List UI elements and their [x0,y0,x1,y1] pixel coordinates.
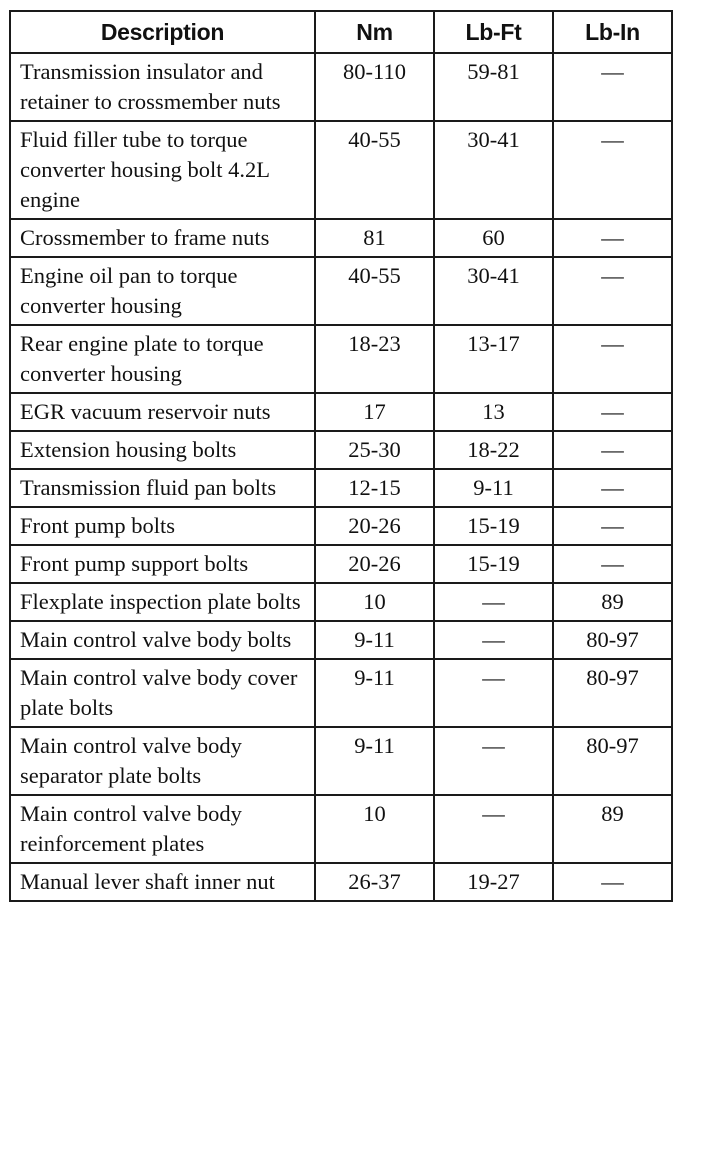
nm-cell: 17 [315,393,434,431]
table-row [10,545,672,583]
nm-cell: 10 [315,583,434,621]
nm-cell: 9-11 [315,621,434,659]
nm-cell: 20-26 [315,545,434,583]
lbin-cell: — [553,219,672,257]
nm-cell: 26-37 [315,863,434,901]
lbft-cell: — [434,659,553,727]
nm-cell: 10 [315,795,434,863]
description-cell: Front pump bolts [10,507,315,545]
lbft-cell: 30-41 [434,121,553,219]
nm-cell: 80-110 [315,53,434,121]
description-cell: Main control valve body cover plate bolts [10,659,315,727]
lbft-cell: 13-17 [434,325,553,393]
table-row [10,121,672,219]
lbft-cell: — [434,621,553,659]
description-cell: Front pump support bolts [10,545,315,583]
lbin-cell: — [553,431,672,469]
table-row [10,469,672,507]
lbin-cell: — [553,507,672,545]
table-row [10,219,672,257]
description-cell: Main control valve body bolts [10,621,315,659]
nm-cell: 9-11 [315,727,434,795]
lbft-cell: — [434,727,553,795]
lbin-cell: 80-97 [553,621,672,659]
lbin-cell: — [553,545,672,583]
header-lbin: Lb-In [553,11,672,53]
table-row [10,583,672,621]
description-cell: Flexplate inspection plate bolts [10,583,315,621]
table-row [10,431,672,469]
nm-cell: 18-23 [315,325,434,393]
lbft-cell: 19-27 [434,863,553,901]
nm-cell: 81 [315,219,434,257]
table-row [10,727,672,795]
header-nm: Nm [315,11,434,53]
description-cell: Extension housing bolts [10,431,315,469]
lbin-cell: — [553,469,672,507]
description-cell: Manual lever shaft inner nut [10,863,315,901]
lbin-cell: — [553,257,672,325]
table-row [10,393,672,431]
lbft-cell: — [434,583,553,621]
lbin-cell: — [553,393,672,431]
table-row [10,795,672,863]
lbin-cell: 89 [553,583,672,621]
table-row [10,325,672,393]
table-row [10,53,672,121]
lbin-cell: 80-97 [553,727,672,795]
table-row [10,507,672,545]
header-description: Description [10,11,315,53]
description-cell: Fluid filler tube to torque converter housing bolt 4.2L engine [10,121,315,219]
description-cell: EGR vacuum reservoir nuts [10,393,315,431]
lbft-cell: 15-19 [434,507,553,545]
nm-cell: 40-55 [315,257,434,325]
table-row [10,863,672,901]
lbft-cell: 18-22 [434,431,553,469]
nm-cell: 12-15 [315,469,434,507]
header-lbft: Lb-Ft [434,11,553,53]
lbin-cell: — [553,121,672,219]
lbin-cell: 89 [553,795,672,863]
nm-cell: 40-55 [315,121,434,219]
lbin-cell: — [553,325,672,393]
lbin-cell: 80-97 [553,659,672,727]
description-cell: Main control valve body reinforcement plates [10,795,315,863]
description-cell: Main control valve body separator plate bolts [10,727,315,795]
table-row [10,659,672,727]
lbin-cell: — [553,53,672,121]
description-cell: Crossmember to frame nuts [10,219,315,257]
lbft-cell: 60 [434,219,553,257]
lbft-cell: — [434,795,553,863]
description-cell: Transmission insulator and retainer to crossmember nuts [10,53,315,121]
lbft-cell: 9-11 [434,469,553,507]
torque-spec-table [9,10,673,902]
table-row [10,621,672,659]
description-cell: Transmission fluid pan bolts [10,469,315,507]
lbft-cell: 13 [434,393,553,431]
lbin-cell: — [553,863,672,901]
description-cell: Engine oil pan to torque converter housing [10,257,315,325]
lbft-cell: 59-81 [434,53,553,121]
table-row [10,257,672,325]
description-cell: Rear engine plate to torque converter housing [10,325,315,393]
nm-cell: 9-11 [315,659,434,727]
lbft-cell: 15-19 [434,545,553,583]
lbft-cell: 30-41 [434,257,553,325]
nm-cell: 20-26 [315,507,434,545]
nm-cell: 25-30 [315,431,434,469]
header-row [10,11,672,53]
